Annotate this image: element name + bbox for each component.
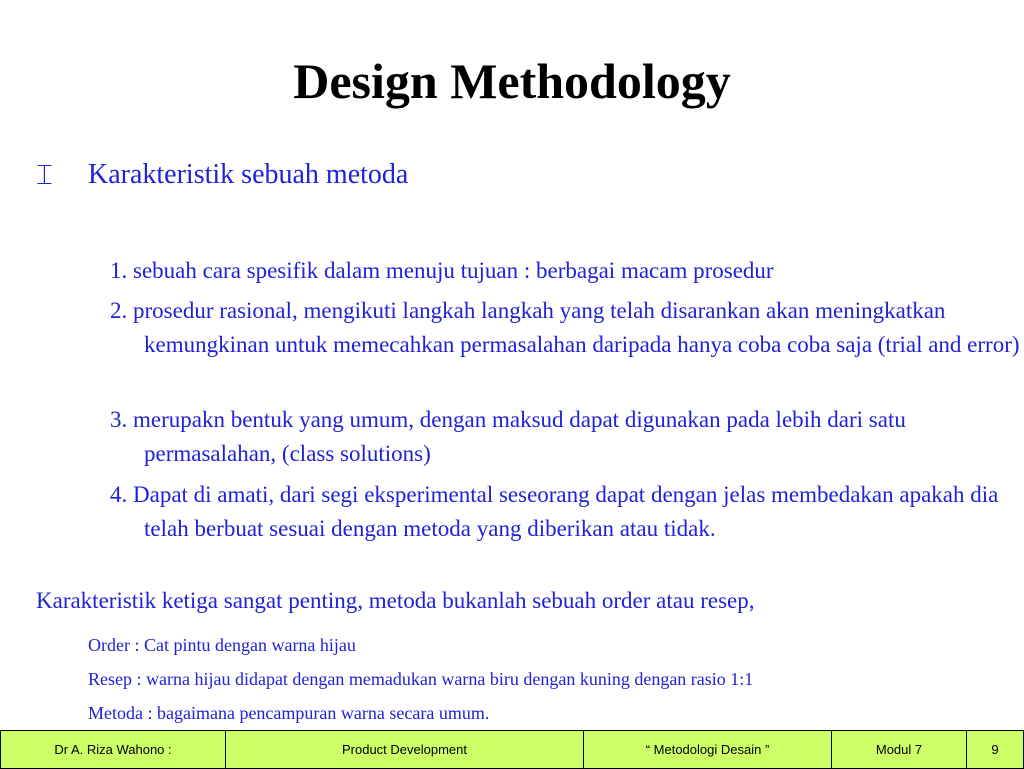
slide-title: Design Methodology — [293, 53, 731, 109]
list-item-3: 3. merupakn bentuk yang umum, dengan maksud dapat digunakan pada lebih dari satu permasalahan, (class solutions) — [110, 407, 906, 466]
list-item-1: 1. sebuah cara spesifik dalam menuju tujuan : berbagai macam prosedur — [110, 258, 774, 283]
heading-text: Karakteristik sebuah metoda — [88, 159, 409, 190]
footer-topic: “ Metodologi Desain ” — [584, 731, 832, 768]
footer-bar — [0, 730, 1024, 769]
footer-course: Product Development — [226, 731, 584, 768]
list-item-2: 2. prosedur rasional, mengikuti langkah langkah yang telah disarankan akan meningkatkan kemungkinan untuk memecahkan permasalahan daripada hanya coba coba saja (trial and error) — [110, 298, 1020, 357]
note-text: Karakteristik ketiga sangat penting, metoda bukanlah sebuah order atau resep, — [36, 588, 755, 613]
footer-author: Dr A. Riza Wahono : — [1, 731, 226, 768]
example-metoda: Metoda : bagaimana pencampuran warna secara umum. — [88, 703, 490, 723]
footer-page-number: 9 — [991, 742, 999, 757]
heading-row — [36, 158, 408, 192]
list-item-4: 4. Dapat di amati, dari segi eksperimental seseorang dapat dengan jelas membedakan apakah dia telah berbuat sesuai dengan metoda yang diberikan atau tidak. — [110, 482, 999, 541]
example-resep: Resep : warna hijau didapat dengan memadukan warna biru dengan kuning dengan rasio 1:1 — [88, 669, 754, 689]
bullet-icon: ⌶ — [36, 158, 53, 191]
footer-module: Modul 7 — [832, 731, 967, 768]
example-order: Order : Cat pintu dengan warna hijau — [88, 635, 356, 655]
